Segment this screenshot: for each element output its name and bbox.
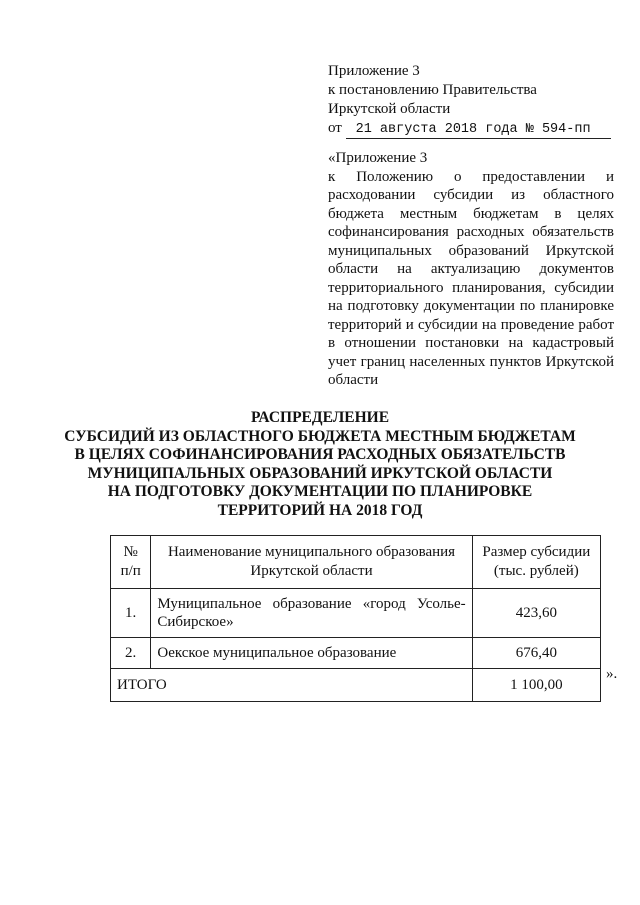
row-number: 1. [111,589,151,638]
table-header-row [111,536,601,589]
closing-quote: ». [606,666,618,682]
table-row [111,589,601,638]
header-amount: Размер субсидии (тыс. рублей) [472,536,600,589]
resolution-reference: к постановлению Правительства [328,82,537,98]
row-name: Оекское муниципальное образование [151,638,472,669]
row-amount: 676,40 [472,638,600,669]
table-row [111,638,601,669]
header-name: Наименование муниципального образования Иркутской области [151,536,472,589]
appendix-header [328,62,618,139]
row-name: Муниципальное образование «город Усолье-Сибирское» [151,589,472,638]
resolution-date-line [328,119,618,139]
region-name: Иркутской области [328,101,451,117]
title-subheading: СУБСИДИЙ ИЗ ОБЛАСТНОГО БЮДЖЕТА МЕСТНЫМ БЮДЖЕТАМ В ЦЕЛЯХ СОФИНАНСИРОВАНИЯ РАСХОДНЫХ ОБЯЗАТЕЛЬСТВ МУНИЦИПАЛЬНЫХ ОБРАЗОВАНИЙ ИРКУТСКОЙ ОБЛАСТИ НА ПОДГОТОВКУ ДОКУМЕНТАЦИИ ПО ПЛАНИРОВКЕ ТЕРРИТОРИЙ НА 2018 ГОД [64,427,576,519]
appendix-reference-title: «Приложение 3 [328,150,428,166]
date-prefix: от [328,120,342,136]
row-number: 2. [111,638,151,669]
title-heading: РАСПРЕДЕЛЕНИЕ [250,409,390,426]
row-amount: 423,60 [472,589,600,638]
subsidy-table [110,535,601,702]
appendix-reference-body: к Положению о предоставлении и расходовании субсидии из областного бюджета местным бюджетам в целях софинансирования расходных обязательств муниципальных образований Иркутской области на актуализацию документов территориального планирования, субсидии на подготовку документации по планировке территорий и субсидии на проведение работ в отношении постановки на кадастровый учет границ населенных пунктов Иркутской области [328,168,614,388]
appendix-number: Приложение 3 [328,63,420,79]
total-amount: 1 100,00 [472,669,600,702]
resolution-date: 21 августа 2018 года № 594-пп [346,122,611,139]
table-total-row [111,669,601,702]
header-number: № п/п [111,536,151,589]
appendix-reference [328,149,614,390]
total-label: ИТОГО [111,669,473,702]
document-title [40,409,600,520]
